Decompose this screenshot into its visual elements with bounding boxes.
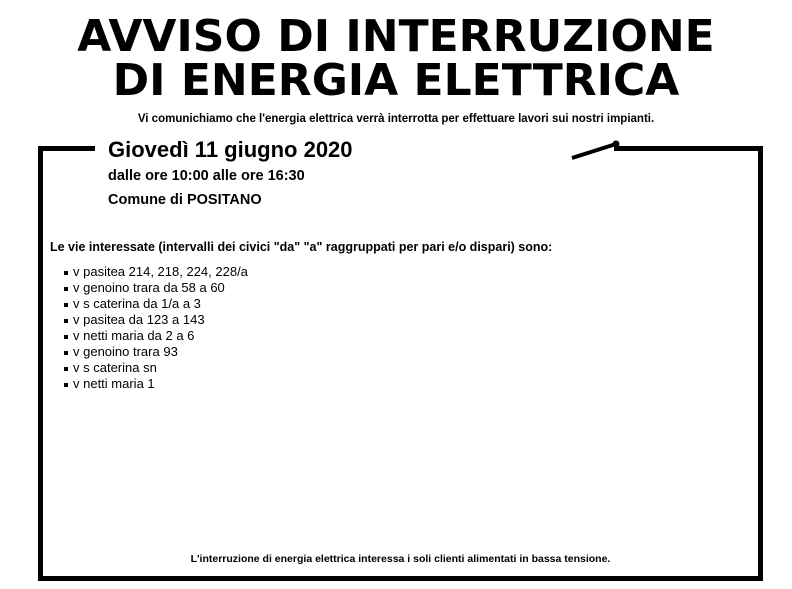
streets-heading: Le vie interessate (intervalli dei civici "da" "a" raggruppati per pari e/o dispari) sono: bbox=[50, 240, 553, 254]
bullet-icon bbox=[64, 271, 68, 275]
streets-list bbox=[64, 264, 248, 392]
list-item: v genoino trara 93 bbox=[64, 344, 248, 360]
list-item: v pasitea da 123 a 143 bbox=[64, 312, 248, 328]
bullet-icon bbox=[64, 303, 68, 307]
list-item: v netti maria 1 bbox=[64, 376, 248, 392]
footer-note: L'interruzione di energia elettrica interessa i soli clienti alimentati in bassa tensione. bbox=[190, 553, 611, 565]
list-item: v s caterina sn bbox=[64, 360, 248, 376]
notice-intro: Vi comunichiamo che l'energia elettrica verrà interrotta per effettuare lavori sui nostri impianti. bbox=[137, 113, 655, 125]
bullet-icon bbox=[64, 287, 68, 291]
notice-title-line1: AVVISO DI INTERRUZIONE bbox=[77, 11, 715, 62]
outage-hours: dalle ore 10:00 alle ore 16:30 bbox=[108, 168, 305, 184]
notice-title-line2: DI ENERGIA ELETTRICA bbox=[112, 55, 680, 106]
bullet-icon bbox=[64, 383, 68, 387]
bullet-icon bbox=[64, 351, 68, 355]
bullet-icon bbox=[64, 335, 68, 339]
list-item: v netti maria da 2 a 6 bbox=[64, 328, 248, 344]
bullet-icon bbox=[64, 367, 68, 371]
outage-date: Giovedì 11 giugno 2020 bbox=[108, 137, 353, 162]
list-item: v pasitea 214, 218, 224, 228/a bbox=[64, 264, 248, 280]
outage-municipality: Comune di POSITANO bbox=[108, 192, 262, 208]
list-item: v genoino trara da 58 a 60 bbox=[64, 280, 248, 296]
bullet-icon bbox=[64, 319, 68, 323]
list-item: v s caterina da 1/a a 3 bbox=[64, 296, 248, 312]
